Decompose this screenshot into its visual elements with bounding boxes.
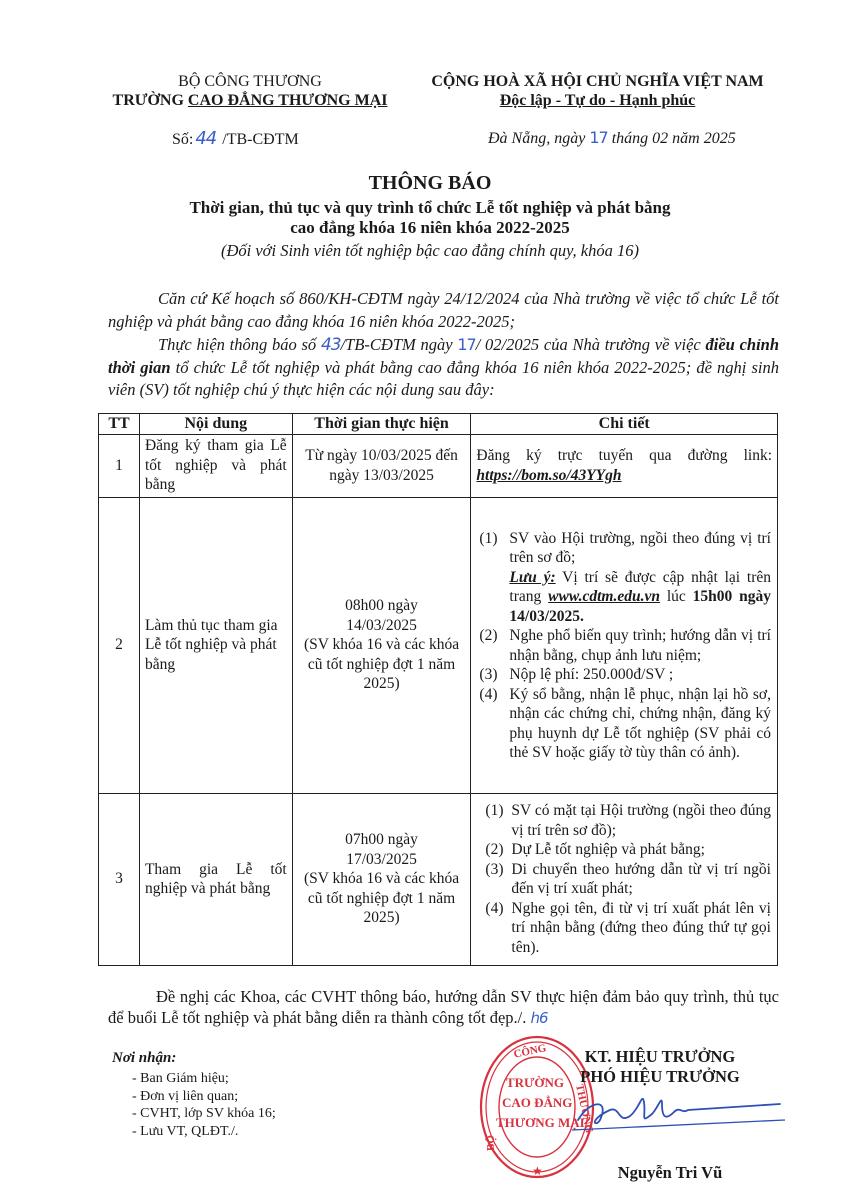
document-title: THÔNG BÁO [368, 172, 492, 194]
item-text: Nộp lệ phí: 250.000đ/SV ; [509, 666, 674, 683]
row-2-content: Làm thủ tục tham gia Lễ tốt nghiệp và phát bằng [139, 497, 292, 793]
intro-paragraph-1: Căn cứ Kế hoạch số 860/KH-CĐTM ngày 24/12/2024 của Nhà trường về việc tổ chức Lễ tốt nghiệp và phát bằng cao đẳng khóa 16 niên khóa 2022-2025; [108, 289, 779, 331]
list-item [479, 685, 771, 763]
svg-text:CÔNG: CÔNG [512, 1042, 548, 1061]
item-number: (1) [479, 529, 498, 547]
recipient-item: - CVHT, lớp SV khóa 16; [132, 1106, 276, 1121]
intro-paragraph-2 [108, 334, 779, 402]
date-suffix: tháng 02 năm 2025 [611, 130, 736, 147]
list-item [485, 840, 771, 860]
handwritten-signature-icon [570, 1090, 790, 1135]
motto: Độc lập - Tự do - Hạnh phúc [499, 92, 696, 109]
document-subtitle [100, 198, 760, 238]
item-number: (4) [479, 685, 498, 703]
row-3-content: Tham gia Lễ tốt nghiệp và phát bằng [139, 793, 292, 965]
svg-text:THƯƠNG MẠI: THƯƠNG MẠI [496, 1115, 585, 1130]
subtitle-line-1: Thời gian, thủ tục và quy trình tổ chức Lễ tốt nghiệp và phát bằng [189, 198, 671, 217]
signature-title-line-2: PHÓ HIỆU TRƯỞNG [580, 1067, 740, 1086]
handwritten-initials: ℎ6 [530, 1009, 548, 1027]
note-label: Lưu ý: [509, 568, 556, 586]
subtitle-line-2: cao đẳng khóa 16 niên khóa 2022-2025 [290, 218, 570, 237]
recipient-item: - Ban Giám hiệu; [132, 1071, 229, 1086]
school-name [95, 91, 405, 110]
header-tt: TT [99, 414, 140, 435]
row-2-detail [471, 497, 778, 793]
document-scope-note: (Đối với Sinh viên tốt nghiệp bậc cao đẳng chính quy, khóa 16) [220, 241, 639, 260]
closing-text: Đề nghị các Khoa, các CVHT thông báo, hướng dẫn SV thực hiện đảm bảo quy trình, thủ tục để buổi Lễ tốt nghiệp và phát bằng diễn ra thành công tốt đẹp./. [108, 987, 779, 1027]
item-1-text: SV vào Hội trường, ngồi theo đúng vị trí trên sơ đồ; [509, 529, 771, 566]
row-2-tt: 2 [99, 497, 140, 793]
item-text [509, 529, 771, 627]
school-name-underlined: CAO ĐẲNG THƯƠNG MẠI [187, 92, 388, 109]
list-item [485, 801, 771, 840]
table-row [99, 793, 778, 965]
row-2-time-date: 14/03/2025 [346, 616, 417, 634]
registration-link[interactable]: https://bom.so/43YYgh [476, 466, 622, 484]
item-number: (2) [479, 627, 498, 644]
list-item [479, 665, 771, 685]
list-item [479, 626, 771, 665]
header-content: Nội dung [139, 414, 292, 435]
p2-text-a: Thực hiện thông báo số [158, 335, 317, 354]
closing-paragraph [108, 986, 779, 1029]
item-number: (3) [479, 666, 498, 683]
p2-bold-text: điều chỉnh thời gian [108, 335, 780, 377]
row-2-time-hour: 08h00 ngày [345, 597, 418, 615]
item-text: Nghe phổ biến quy trình; hướng dẫn vị trí nhận bằng, chụp ảnh lưu niệm; [509, 627, 771, 664]
row-3-time-date: 17/03/2025 [346, 850, 417, 868]
row-3-detail [471, 793, 778, 965]
table-row [99, 497, 778, 793]
issuer-block [95, 72, 405, 110]
date-day-handwritten: 17 [589, 128, 608, 147]
signature-title-line-1: KT. HIỆU TRƯỞNG [584, 1047, 736, 1066]
number-label: Số: [172, 131, 194, 148]
item-text: Di chuyển theo hướng dẫn từ vị trí ngồi đến vị trí xuất phát; [511, 860, 771, 897]
p2-text-d: tổ chức Lễ tốt nghiệp và phát bằng cao đẳng khóa 16 niên khóa 2022-2025; đề nghị sinh viên (SV) tốt nghiệp chú ý thực hiện các nội dung sau đây: [108, 357, 779, 399]
item-text: Nghe gọi tên, đi từ vị trí xuất phát lên vị trí nhận bằng (đứng theo đúng thứ tự gọi tên). [511, 899, 771, 956]
school-name-prefix: TRƯỜNG [112, 92, 188, 109]
recipient-item: - Lưu VT, QLĐT./. [132, 1123, 239, 1139]
table-row [99, 434, 778, 497]
recipients-label: Nơi nhận: [112, 1050, 177, 1066]
p2-day-handwritten: 17 [457, 335, 476, 354]
row-1-content: Đăng ký tham gia Lễ tốt nghiệp và phát bằng [139, 434, 292, 497]
item-text: SV có mặt tại Hội trường (ngồi theo đúng vị trí trên sơ đồ); [511, 802, 771, 839]
row-2-time-note: (SV khóa 16 và các khóa cũ tốt nghiệp đợt 1 năm 2025) [303, 636, 460, 693]
recipients-block [112, 1050, 276, 1140]
number-handwritten: 44 [195, 128, 217, 149]
table-header-row [99, 414, 778, 435]
svg-text:BỘ: BỘ [485, 1135, 497, 1151]
ministry-name: BỘ CÔNG THƯƠNG [178, 73, 322, 90]
row-3-tt: 3 [99, 793, 140, 965]
document-number [172, 128, 299, 149]
p2-text-c: / 02/2025 của Nhà trường về việc [475, 335, 701, 354]
date-prefix: Đà Nẵng, ngày [488, 130, 586, 147]
recipients-list [112, 1070, 276, 1140]
row-2-time [292, 497, 471, 793]
p2-text-b: /TB-CĐTM ngày [340, 335, 453, 354]
recipient-item: - Đơn vị liên quan; [132, 1088, 239, 1104]
country-name: CỘNG HOÀ XÃ HỘI CHỦ NGHĨA VIỆT NAM [431, 73, 764, 90]
row-3-time [292, 793, 471, 965]
svg-text:THƯƠNG: THƯƠNG [573, 1083, 596, 1135]
row-3-time-note: (SV khóa 16 và các khóa cũ tốt nghiệp đợt 1 năm 2025) [303, 870, 460, 927]
svg-text:CAO ĐẲNG: CAO ĐẲNG [502, 1095, 573, 1110]
note-bold-datetime: 15h00 ngày 14/03/2025. [509, 588, 772, 625]
row-1-time: Từ ngày 10/03/2025 đến ngày 13/03/2025 [292, 434, 471, 497]
schedule-table [98, 413, 778, 966]
row-1-detail-text: Đăng ký trực tuyến qua đường link: [476, 447, 772, 464]
note-text-a: Vị trí sẽ được cập nhật lại trên trang [509, 568, 771, 605]
list-item [485, 860, 771, 899]
document-date [488, 128, 736, 148]
svg-text:TRƯỜNG: TRƯỜNG [506, 1075, 565, 1090]
note-text-b: lúc [666, 588, 686, 605]
national-motto-block [405, 72, 790, 110]
item-text: Dự Lễ tốt nghiệp và phát bằng; [511, 841, 705, 858]
list-item [479, 529, 771, 627]
signer-name: Nguyễn Tri Vũ [617, 1163, 723, 1182]
item-number: (3) [485, 860, 504, 878]
header-detail: Chi tiết [471, 414, 778, 435]
header-time: Thời gian thực hiện [292, 414, 471, 435]
item-number: (1) [485, 802, 504, 819]
svg-text:★: ★ [532, 1164, 543, 1178]
item-number: (2) [485, 841, 504, 858]
website-link[interactable]: www.cdtm.edu.vn [548, 588, 660, 605]
row-1-tt: 1 [99, 434, 140, 497]
row-3-time-hour: 07h00 ngày [345, 831, 418, 849]
row-1-detail [471, 434, 778, 497]
item-text: Ký sổ bằng, nhận lễ phục, nhận lại hồ sơ, nhận các chứng chỉ, chứng nhận, đăng ký phụ huynh dự Lễ tốt nghiệp (SV phải có thẻ SV hoặc giấy tờ tùy thân có ảnh). [509, 685, 771, 761]
item-number: (4) [485, 899, 504, 917]
number-suffix: /TB-CĐTM [222, 131, 299, 148]
recipients-label-text: Nơi nhận [112, 1050, 172, 1066]
signature-title [540, 1047, 780, 1087]
list-item [485, 899, 771, 958]
p2-number-handwritten: 43 [320, 335, 341, 355]
